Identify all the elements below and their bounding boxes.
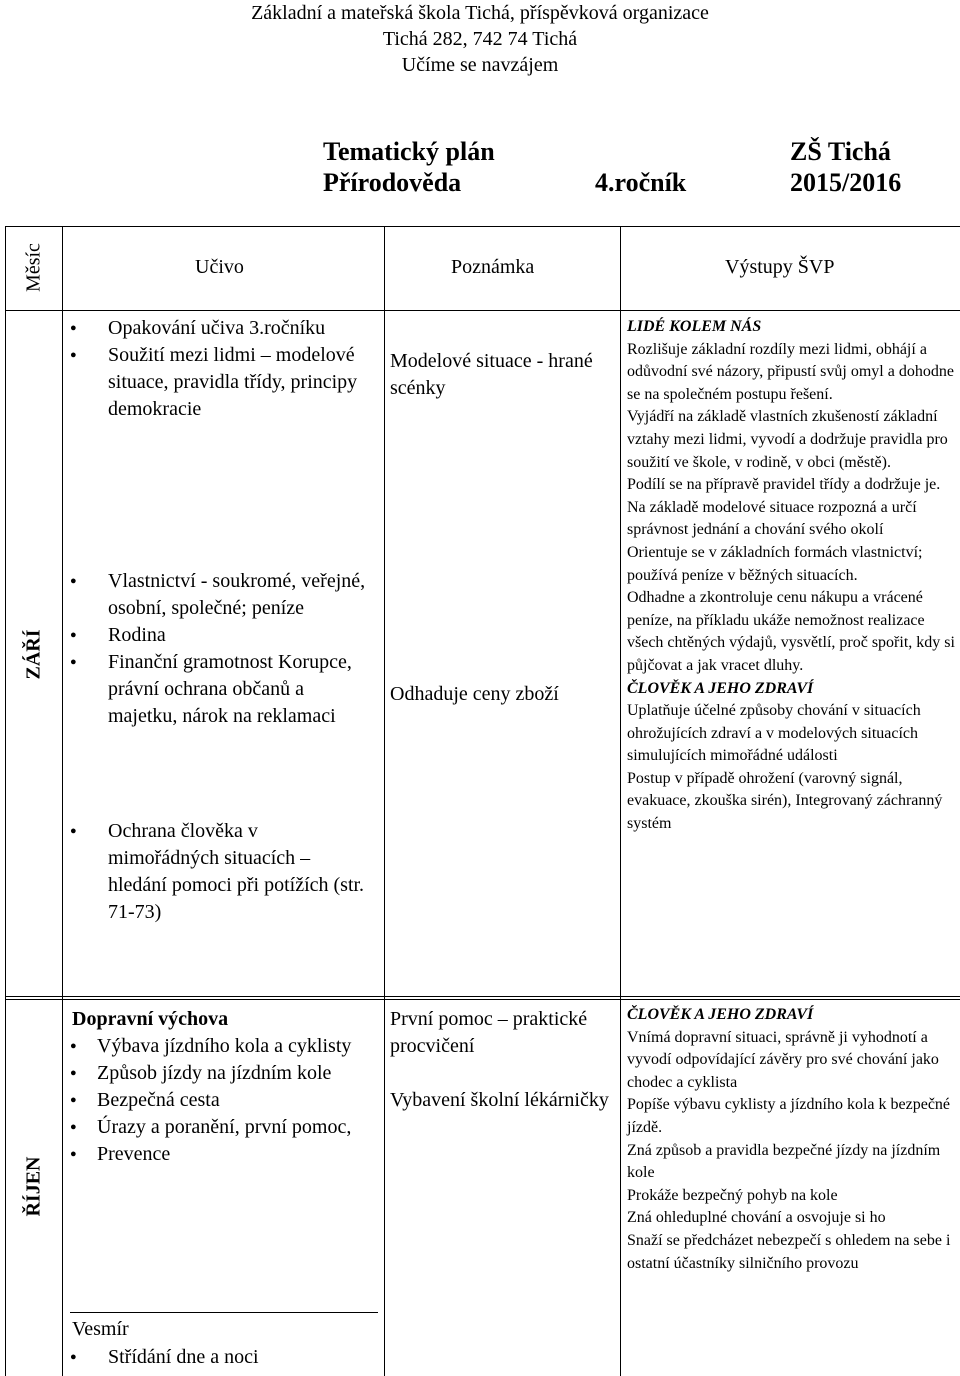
school-motto: Učíme se navzájem bbox=[401, 54, 559, 76]
list-item: ● Rodina bbox=[70, 622, 370, 649]
plan-title: Tematický plán bbox=[323, 137, 495, 166]
vesmir-divider bbox=[70, 1312, 378, 1313]
grade-title: 4.ročník bbox=[595, 168, 687, 197]
table-border-top bbox=[5, 226, 960, 227]
column-header-content: Učivo bbox=[195, 256, 244, 278]
september-topics-a bbox=[70, 315, 370, 423]
list-item: ● Soužití mezi lidmi – modelové situace, pravidla třídy, principy demokracie bbox=[70, 342, 370, 423]
outcome-item: Popíše výbavu cyklisty a jízdního kola k bezpečné jízdě. bbox=[627, 1096, 951, 1136]
list-item: ● Finanční gramotnost Korupce, právní ochrana občanů a majetku, nárok na reklamaci bbox=[70, 649, 370, 730]
school-address: Tichá 282, 742 74 Tichá bbox=[382, 28, 578, 50]
list-item: ● Střídání dne a noci bbox=[70, 1344, 370, 1371]
outcome-item: Podílí se na přípravě pravidel třídy a dodržuje je. bbox=[627, 476, 941, 494]
october-note-2: Vybavení školní lékárničky bbox=[390, 1089, 609, 1111]
outcome-item: Snaží se předcházet nebezpečí s ohledem na sebe i ostatní účastníky silničního provozu bbox=[627, 1231, 951, 1272]
october-outcomes bbox=[627, 1004, 957, 1275]
list-item: ● Ochrana člověka v mimořádných situacích – hledání pomoci při potížích (str. 71-73) bbox=[70, 818, 370, 926]
list-item: ● Opakování učiva 3.ročníku bbox=[70, 315, 370, 342]
outcome-item: Odhadne a zkontroluje cenu nákupu a vrácené peníze, na příkladu ukáže nemožnost realizace všech chtěných výdajů, vysvětlí, proč spořit, kdy si půjčovat a jak vracet dluhy. bbox=[627, 589, 955, 674]
list-item: ● Výbava jízdního kola a cyklisty bbox=[70, 1033, 380, 1060]
month-october: ŘÍJEN bbox=[22, 1156, 45, 1217]
col-divider-1 bbox=[62, 226, 63, 1376]
outcome-item: Zná ohleduplné chování a osvojuje si ho bbox=[627, 1209, 886, 1227]
outcome-item: Uplatňuje účelné způsoby chování v situacích ohrožujících zdraví a v modelových situacích simulujících mimořádné události bbox=[627, 702, 921, 765]
outcome-item: Vyjádří na základě vlastních zkušeností základní vztahy mezi lidmi, vyvodí a dodržuje pravidla pro soužití ve škole, v rodině, v obci (městě). bbox=[627, 408, 948, 471]
october-topics bbox=[70, 1033, 380, 1168]
outcome-item: Na základě modelové situace rozpozná a určí správnost jednání a chování svého okolí bbox=[627, 498, 917, 539]
october-heading-2: Vesmír bbox=[72, 1318, 129, 1340]
outcome-item: Prokáže bezpečný pohyb na kole bbox=[627, 1186, 838, 1204]
outcome-section: ČLOVĚK A JEHO ZDRAVÍ bbox=[627, 1006, 814, 1023]
october-topics-2 bbox=[70, 1344, 370, 1371]
column-header-note: Poznámka bbox=[451, 256, 535, 278]
outcome-item: Vnímá dopravní situaci, správně ji vyhodnotí a vyvodí odpovídající závěry pro své chování jako chodec a cyklista bbox=[627, 1028, 939, 1091]
september-topics-b bbox=[70, 568, 370, 730]
list-item: ● Vlastnictví - soukromé, veřejné, osobní, společné; peníze bbox=[70, 568, 370, 622]
column-header-month: Měsíc bbox=[22, 243, 45, 292]
column-header-outcomes: Výstupy ŠVP bbox=[725, 256, 835, 278]
september-topics-c bbox=[70, 818, 370, 926]
list-item: ● Prevence bbox=[70, 1141, 380, 1168]
subject-title: Přírodověda bbox=[323, 168, 462, 197]
september-note-2: Odhaduje ceny zboží bbox=[390, 683, 559, 705]
outcome-item: Orientuje se v základních formách vlastnictví; používá peníze v běžných situacích. bbox=[627, 543, 923, 584]
school-year: 2015/2016 bbox=[790, 168, 902, 197]
table-border-left bbox=[5, 226, 6, 1376]
outcome-item: Postup v případě ohrožení (varovný signál, evakuace, zkouška sirén), Integrovaný záchranný systém bbox=[627, 769, 943, 833]
september-outcomes bbox=[627, 316, 957, 836]
month-divider-double bbox=[5, 999, 960, 1000]
october-heading: Dopravní výchova bbox=[72, 1008, 229, 1030]
october-note-1: První pomoc – praktické procvičení bbox=[390, 1008, 588, 1057]
month-divider bbox=[5, 996, 960, 997]
school-name: Základní a mateřská škola Tichá, příspěvková organizace bbox=[251, 2, 709, 24]
outcome-item: Zná způsob a pravidla bezpečné jízdy na jízdním kole bbox=[627, 1141, 941, 1182]
month-september: ZÁŘÍ bbox=[22, 629, 45, 680]
col-divider-2 bbox=[384, 226, 385, 1376]
outcome-item: Rozlišuje základní rozdíly mezi lidmi, obhájí a odůvodní své názory, připustí svůj omyl a dohodne se na společném postupu řešení. bbox=[627, 340, 954, 403]
col-divider-3 bbox=[620, 226, 621, 1376]
header-divider bbox=[5, 310, 960, 311]
september-note-1: Modelové situace - hrané scénky bbox=[390, 350, 593, 399]
school-short: ZŠ Tichá bbox=[790, 137, 891, 166]
outcome-section: LIDÉ KOLEM NÁS bbox=[627, 318, 762, 335]
list-item: ● Způsob jízdy na jízdním kole bbox=[70, 1060, 380, 1087]
list-item: ● Bezpečná cesta bbox=[70, 1087, 380, 1114]
outcome-section: ČLOVĚK A JEHO ZDRAVÍ bbox=[627, 679, 814, 697]
list-item: ● Úrazy a poranění, první pomoc, bbox=[70, 1114, 380, 1141]
